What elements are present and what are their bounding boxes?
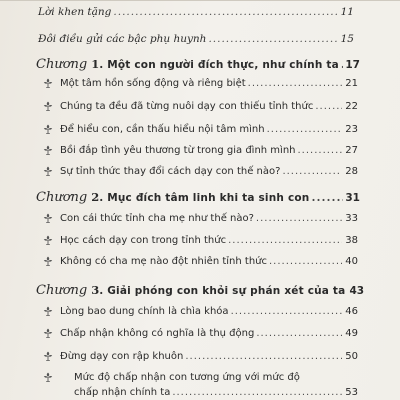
toc-entry-section [60,166,358,177]
entry-page: 50 [345,351,358,362]
chapter-heading [36,283,365,298]
chapter-heading [36,190,360,205]
entry-page: 33 [345,213,358,224]
toc-entry-section [60,256,358,267]
dot-leader [208,33,338,45]
dot-leader [311,190,343,204]
dot-leader [113,6,338,18]
chapter-word: Chương [36,190,88,205]
toc-entry-section [60,213,358,224]
chapter-number: 1. [91,57,104,71]
toc-entry-section [60,101,358,112]
entry-title: Một tâm hồn sống động và riêng biệt [60,78,246,89]
dot-leader [172,387,342,398]
chapter-number: 2. [91,190,104,204]
entry-page: 15 [340,33,354,45]
fleuron-icon [43,372,53,382]
fleuron-icon [43,166,53,176]
fleuron-icon [43,145,53,155]
toc-entry-section [60,351,358,362]
entry-page: 53 [345,387,358,398]
dot-leader [256,328,342,339]
entry-title: Không có cha mẹ nào đột nhiên tỉnh thức [60,256,267,267]
toc-entry-section [60,235,358,246]
entry-title: Học cách dạy con trong tỉnh thức [60,235,227,246]
entry-page: 27 [345,145,358,156]
dot-leader [282,166,342,177]
entry-page: 46 [345,306,358,317]
chapter-title: Mục đích tâm linh khi ta sinh con [107,192,310,204]
fleuron-icon [43,235,53,245]
entry-title: Đừng dạy con rập khuôn [60,351,184,362]
toc-entry-front-matter [38,6,354,18]
dot-leader [228,235,342,246]
chapter-title: Giải phóng con khỏi sự phán xét của ta [107,285,346,297]
entry-title: Con cái thức tỉnh cha mẹ như thế nào? [60,213,254,224]
dot-leader [248,78,342,89]
chapter-word: Chương [36,283,88,298]
chapter-page: 43 [349,285,365,297]
toc-entry-section [60,124,358,135]
entry-title: Lòng bao dung chính là chìa khóa [60,306,229,317]
entry-page: 21 [345,78,358,89]
entry-page: 23 [345,124,358,135]
entry-title: Để hiểu con, cần thấu hiểu nội tâm mình [60,124,265,135]
chapter-heading [36,57,360,72]
toc-entry-front-matter [38,33,354,45]
toc-entry-section [60,328,358,339]
chapter-number: 3. [91,283,104,297]
chapter-title: Một con người đích thực, như chính ta [107,59,339,71]
dot-leader [269,256,342,267]
fleuron-icon [43,306,53,316]
entry-title: Bồi đắp tình yêu thương từ trong gia đình mình [60,145,296,156]
chapter-page: 31 [345,192,360,204]
fleuron-icon [43,124,53,134]
dot-leader [231,306,342,317]
entry-title: Chấp nhận không có nghĩa là thụ động [60,328,255,339]
entry-page: 49 [345,328,358,339]
chapter-word: Chương [36,57,88,72]
entry-page: 40 [345,256,358,267]
top-divider [0,0,400,1]
toc-entry-section [60,78,358,89]
toc-entry-section [60,306,358,317]
fleuron-icon [43,256,53,266]
fleuron-icon [43,351,53,361]
entry-title: Chúng ta đều đã từng nuôi dạy con thiếu tỉnh thức [60,101,314,112]
entry-title: Đôi điều gửi các bậc phụ huynh [38,33,207,45]
toc-entry-section [60,145,358,156]
entry-page: 28 [345,166,358,177]
dot-leader [185,351,342,362]
fleuron-icon [43,328,53,338]
fleuron-icon [43,213,53,223]
entry-page: 22 [345,101,358,112]
entry-page: 11 [340,6,354,18]
fleuron-icon [43,78,53,88]
entry-page: 38 [345,235,358,246]
entry-title: Sự tỉnh thức thay đổi cách dạy con thế nào? [60,166,281,177]
fleuron-icon [43,101,53,111]
toc-entry-section [74,387,358,398]
entry-title: chấp nhận chính ta [74,387,171,398]
dot-leader [341,57,344,71]
entry-title: Lời khen tặng [38,6,112,18]
dot-leader [298,145,343,156]
chapter-page: 17 [345,59,360,71]
dot-leader [315,101,342,112]
dot-leader [256,213,342,224]
toc-entry-section-line1: Mức độ chấp nhận con tương ứng với mức độ [74,372,300,383]
dot-leader [267,124,342,135]
